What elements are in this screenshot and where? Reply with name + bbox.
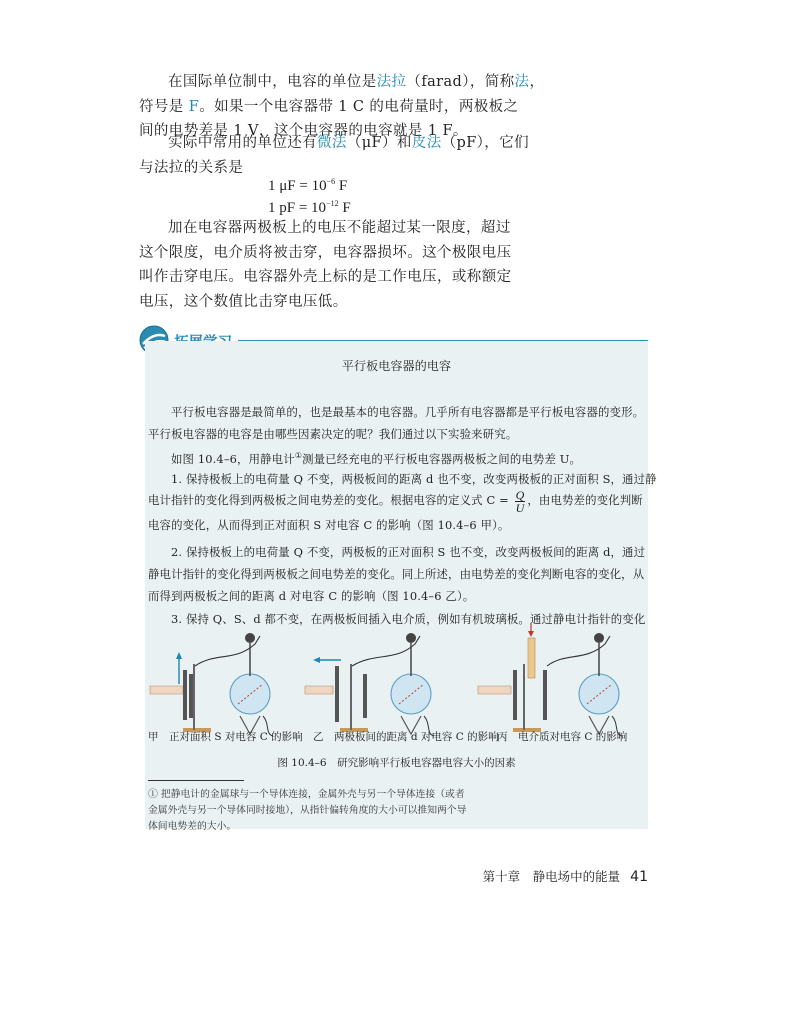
extended-learning-box [145, 341, 657, 832]
page-footer [483, 867, 648, 885]
experiment-illustration-distance [305, 633, 434, 736]
text-line: 叫作击穿电压。电容器外壳上标的是工作电压，或称额定 [139, 269, 512, 285]
footnote [148, 787, 466, 835]
formula-unit: F [335, 178, 348, 194]
formula-text: 1 μF = 10 [268, 178, 327, 194]
page-number: 41 [630, 869, 648, 885]
formula-microfarad [268, 177, 347, 195]
item2-line2: 静电计指针的变化得到两极板之间电势差的变化。同上所述，由电势差的变化判断电容的变化，从 [148, 567, 645, 581]
formula-text: 1 pF = 10 [268, 200, 327, 216]
text-line: 间的电势差是 1 V，这个电容器的电容就是 1 F。 [139, 123, 468, 139]
box-title: 平行板电容器的电容 [341, 359, 452, 373]
text: ， [529, 74, 545, 90]
sub-caption-c: 丙 电介质对电容 C 的影响 [497, 731, 628, 743]
footnote-line: ① 把静电计的金属球与一个导体连接，金属外壳与另一个导体连接（或者 [148, 789, 465, 800]
text-line: 电压，这个数值比击穿电压低。 [139, 293, 348, 310]
item1-line1: 1. 保持极板上的电荷量 Q 不变，两极板间的距离 d 也不变，改变两极板的正对面积 S，通过静 [171, 472, 657, 486]
chapter-title: 第十章 静电场中的能量 [482, 869, 621, 884]
sub-caption-a: 甲 正对面积 S 对电容 C 的影响 [148, 731, 303, 743]
term-microfarad: 微法 [317, 135, 347, 151]
text: ，由电势差的变化判断 [527, 493, 643, 507]
text: 在国际单位制中，电容的单位是 [168, 74, 377, 90]
text-line: 加在电容器两极板上的电压不能超过某一限度，超过 [168, 220, 511, 236]
box-p1-line1: 平行板电容器是最简单的，也是最基本的电容器。几乎所有电容器都是平行板电容器的变形。 [171, 405, 645, 419]
text: 。如果一个电容器带 1 C 的电荷量时，两极板之 [199, 98, 519, 115]
box-p2 [171, 445, 581, 470]
text: （pF），它们 [441, 135, 530, 151]
text-line: 这个限度，电介质将被击穿，电容器损坏。这个极限电压 [139, 244, 512, 261]
footnote-rule [148, 780, 244, 781]
footnote-line: 金属外壳与另一个导体同时接地），从指针偏转角度的大小可以推知两个导 [148, 805, 467, 816]
fraction-denominator: U [515, 500, 525, 515]
formula-exponent: −6 [326, 177, 336, 186]
term-F: F [188, 98, 200, 115]
text: 如图 10.4–6，用静电计 [171, 451, 295, 466]
box-p1-line2: 平行板电容器的电容是由哪些因素决定的呢？我们通过以下实验来研究。 [148, 427, 518, 441]
fraction-numerator: Q [515, 487, 525, 502]
item1-line3: 电容的变化，从而得到正对面积 S 对电容 C 的影响（图 10.4–6 甲）。 [148, 518, 510, 532]
text: 电计指针的变化得到两极板之间电势差的变化。根据电容的定义式 C = [148, 493, 513, 507]
footnote-ref: ① [294, 451, 303, 460]
text: （farad），简称 [406, 74, 515, 90]
item1-line2 [148, 486, 643, 514]
text: 符号是 [139, 98, 189, 115]
experiment-illustration-dielectric [478, 624, 622, 736]
footnote-line: 体间电势差的大小。 [148, 821, 237, 832]
text-line: 与法拉的关系是 [139, 159, 244, 176]
text: （μF）和 [346, 135, 412, 151]
experiment-illustration-area [150, 633, 273, 736]
experiment-illustrations [145, 624, 648, 744]
term-fa: 法 [514, 74, 530, 90]
text: 测量已经充电的平行板电容器两极板之间的电势差 U。 [302, 451, 582, 466]
fraction-Q-over-U [515, 489, 526, 514]
formula-unit: F [338, 200, 351, 216]
sub-caption-b: 乙 两极板间的距离 d 对电容 C 的影响 [313, 731, 499, 743]
item3-line1: 3. 保持 Q、S、d 都不变，在两极板间插入电介质，例如有机玻璃板。通过静电计指针的变化 [171, 612, 646, 626]
item2-line3: 而得到两极板之间的距离 d 对电容 C 的影响（图 10.4–6 乙）。 [148, 589, 475, 603]
paragraph-common-units [139, 131, 530, 180]
text: 实际中常用的单位还有 [168, 135, 317, 151]
formula-exponent: −12 [326, 199, 339, 208]
term-picofarad: 皮法 [411, 135, 442, 151]
paragraph-breakdown-voltage [139, 216, 512, 314]
figure-caption: 图 10.4–6 研究影响平行板电容器电容大小的因素 [277, 757, 516, 769]
term-farad: 法拉 [376, 74, 407, 90]
item2-line1: 2. 保持极板上的电荷量 Q 不变，两极板的正对面积 S 也不变，改变两极板间的距离 d，通过 [171, 545, 646, 559]
formula-picofarad [268, 199, 351, 217]
